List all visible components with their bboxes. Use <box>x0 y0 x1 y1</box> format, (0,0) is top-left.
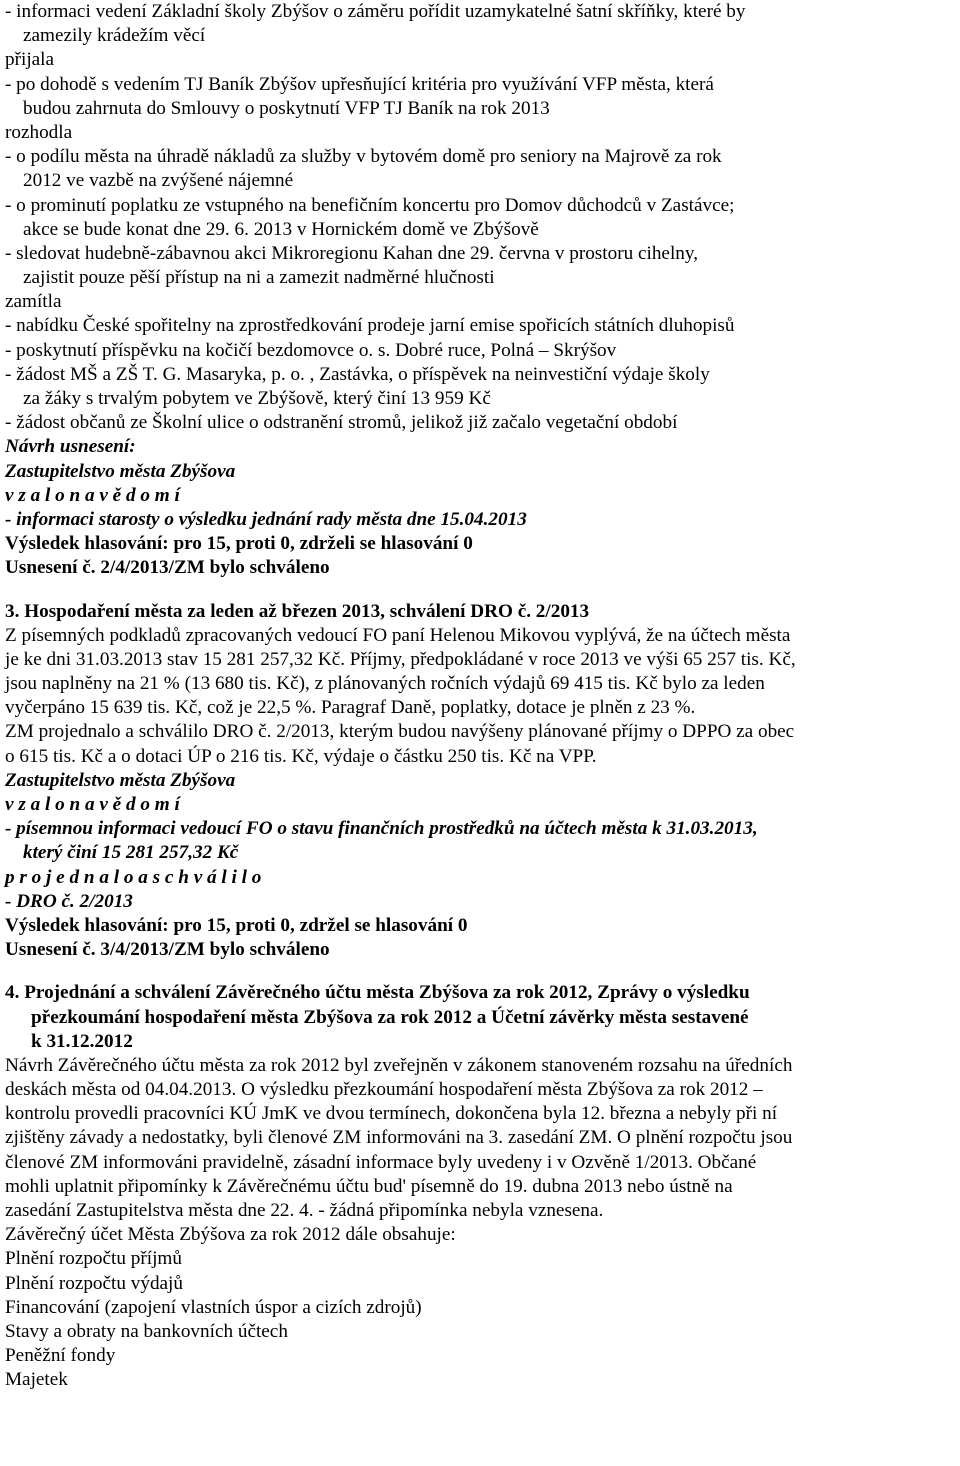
section-economy-q1 <box>5 600 955 963</box>
text-line: - poskytnutí příspěvku na kočičí bezdomovce o. s. Dobré ruce, Polná – Skrýšov <box>5 339 617 361</box>
text-line: - sledovat hudebně-zábavnou akci Mikroregionu Kahan dne 29. června v prostoru cihelny, <box>5 242 699 264</box>
text-line: zjištěny závady a nedostatky, byli členové ZM informováni na 3. zasedání ZM. O plnění rozpočtu jsou <box>5 1127 793 1149</box>
text-line: - DRO č. 2/2013 <box>5 890 133 912</box>
text-line: Návrh usnesení: <box>5 436 136 458</box>
text-line: přezkoumání hospodaření města Zbýšova za rok 2012 a Účetní závěrky města sestavené <box>31 1006 749 1028</box>
text-line: přijala <box>5 49 55 71</box>
text-line: budou zahrnuta do Smlouvy o poskytnutí VFP TJ Baník na rok 2013 <box>23 97 550 119</box>
text-line: - žádost MŠ a ZŠ T. G. Masaryka, p. o. , Zastávka, o příspěvek na neinvestiční výdaje školy <box>5 363 710 385</box>
text-line: zamítla <box>5 291 62 313</box>
text-line: zamezily krádežím věcí <box>23 25 206 47</box>
text-line: ZM projednalo a schválilo DRO č. 2/2013, kterým budou navýšeny plánované příjmy o DPPO za obec <box>5 721 795 743</box>
text-line: v z a l o n a v ě d o m í <box>5 794 180 815</box>
text-line: mohli uplatnit připomínky k Závěrečnému účtu bud' písemně do 19. dubna 2013 nebo ústně na <box>5 1175 733 1197</box>
text-line: Usnesení č. 3/4/2013/ZM bylo schváleno <box>5 939 330 961</box>
text-line: - po dohodě s vedením TJ Baník Zbýšov upřesňující kritéria pro využívání VFP města, která <box>5 73 714 95</box>
text-line: Zastupitelstvo města Zbýšova <box>5 460 236 482</box>
text-line: rozhodla <box>5 121 73 143</box>
text-line: Výsledek hlasování: pro 15, proti 0, zdrželi se hlasování 0 <box>5 533 473 555</box>
text-line: - o prominutí poplatku ze vstupného na benefičním koncertu pro Domov důchodců v Zastávce; <box>5 194 735 216</box>
text-line: zasedání Zastupitelstva města dne 22. 4. - žádná připomínka nebyla vznesena. <box>5 1200 604 1221</box>
section-gap <box>5 962 955 981</box>
text-line: - informaci starosty o výsledku jednání rady města dne 15.04.2013 <box>5 508 527 530</box>
text-line: Zastupitelstvo města Zbýšova <box>5 769 236 791</box>
text-line: Peněžní fondy <box>5 1345 116 1367</box>
text-line: zajistit pouze pěší přístup na ni a zamezit nadměrné hlučnosti <box>23 267 495 289</box>
text-line: členové ZM informováni pravidelně, zásadní informace byly uvedeny i v Ozvěně 1/2013. Občané <box>5 1151 757 1173</box>
text-line: Výsledek hlasování: pro 15, proti 0, zdržel se hlasování 0 <box>5 914 468 936</box>
text-line: Závěrečný účet Města Zbýšova za rok 2012 dále obsahuje: <box>5 1224 456 1246</box>
text-line: o 615 tis. Kč a o dotaci ÚP o 216 tis. Kč, výdaje o částku 250 tis. Kč na VPP. <box>5 745 597 767</box>
text-line: - o podílu města na úhradě nákladů za služby v bytovém domě pro seniory na Majrově za rok <box>5 146 722 168</box>
text-line: Návrh Závěrečného účtu města za rok 2012 byl zveřejněn v zákonem stanoveném rozsahu na úředních <box>5 1054 793 1076</box>
section-gap <box>5 581 955 600</box>
text-line: Usnesení č. 2/4/2013/ZM bylo schváleno <box>5 557 330 579</box>
text-line: p r o j e d n a l o a s c h v á l i l o <box>5 866 262 888</box>
text-line: Plnění rozpočtu příjmů <box>5 1248 182 1270</box>
text-line: - žádost občanů ze Školní ulice o odstranění stromů, jelikož již začalo vegetační období <box>5 412 678 434</box>
text-line: - nabídku České spořitelny na zprostředkování prodeje jarní emise spořicích státních dluhopisů <box>5 315 735 337</box>
text-line: 2012 ve vazbě na zvýšené nájemné <box>23 170 294 192</box>
text-line: jsou naplněny na 21 % (13 680 tis. Kč), z plánovaných ročních výdajů 69 415 tis. Kč bylo za leden <box>5 673 765 695</box>
text-line: 4. Projednání a schválení Závěrečného účtu města Zbýšova za rok 2012, Zprávy o výsledku <box>5 982 750 1004</box>
text-line: vyčerpáno 15 639 tis. Kč, což je 22,5 %. Paragraf Daně, poplatky, dotace je plněn z 23 %. <box>5 697 696 719</box>
text-line: 3. Hospodaření města za leden až březen 2013, schválení DRO č. 2/2013 <box>5 600 590 622</box>
text-line: deskách města od 04.04.2013. O výsledku přezkoumání hospodaření města Zbýšova za rok 2012 – <box>5 1079 763 1101</box>
text-line: Financování (zapojení vlastních úspor a cizích zdrojů) <box>5 1296 422 1318</box>
text-line: akce se bude konat dne 29. 6. 2013 v Hornickém domě ve Zbýšově <box>23 218 539 240</box>
text-line: Majetek <box>5 1369 68 1391</box>
text-line: Plnění rozpočtu výdajů <box>5 1272 183 1294</box>
text-line: který činí 15 281 257,32 Kč <box>23 842 239 864</box>
text-line: v z a l o n a v ě d o m í <box>5 484 180 506</box>
text-line: za žáky s trvalým pobytem ve Zbýšově, který činí 13 959 Kč <box>23 388 491 409</box>
text-line: - informaci vedení Základní školy Zbýšov o záměru pořídit uzamykatelné šatní skříňky, které by <box>5 1 746 22</box>
text-line: Stavy a obraty na bankovních účtech <box>5 1320 288 1342</box>
text-line: kontrolu provedli pracovníci KÚ JmK ve dvou termínech, dokončena byla 12. března a nebyly při ní <box>5 1103 778 1125</box>
document-page <box>5 0 955 1393</box>
text-line: Z písemných podkladů zpracovaných vedoucí FO paní Helenou Mikovou vyplývá, že na účtech města <box>5 624 791 646</box>
section-final-account <box>5 981 955 1392</box>
text-line: - písemnou informaci vedoucí FO o stavu finančních prostředků na účtech města k 31.03.2013, <box>5 818 758 840</box>
section-council-decisions <box>5 0 955 581</box>
text-line: je ke dni 31.03.2013 stav 15 281 257,32 Kč. Příjmy, předpokládané v roce 2013 ve výši 65 257 tis. Kč, <box>5 648 796 670</box>
text-line: k 31.12.2012 <box>31 1030 133 1052</box>
